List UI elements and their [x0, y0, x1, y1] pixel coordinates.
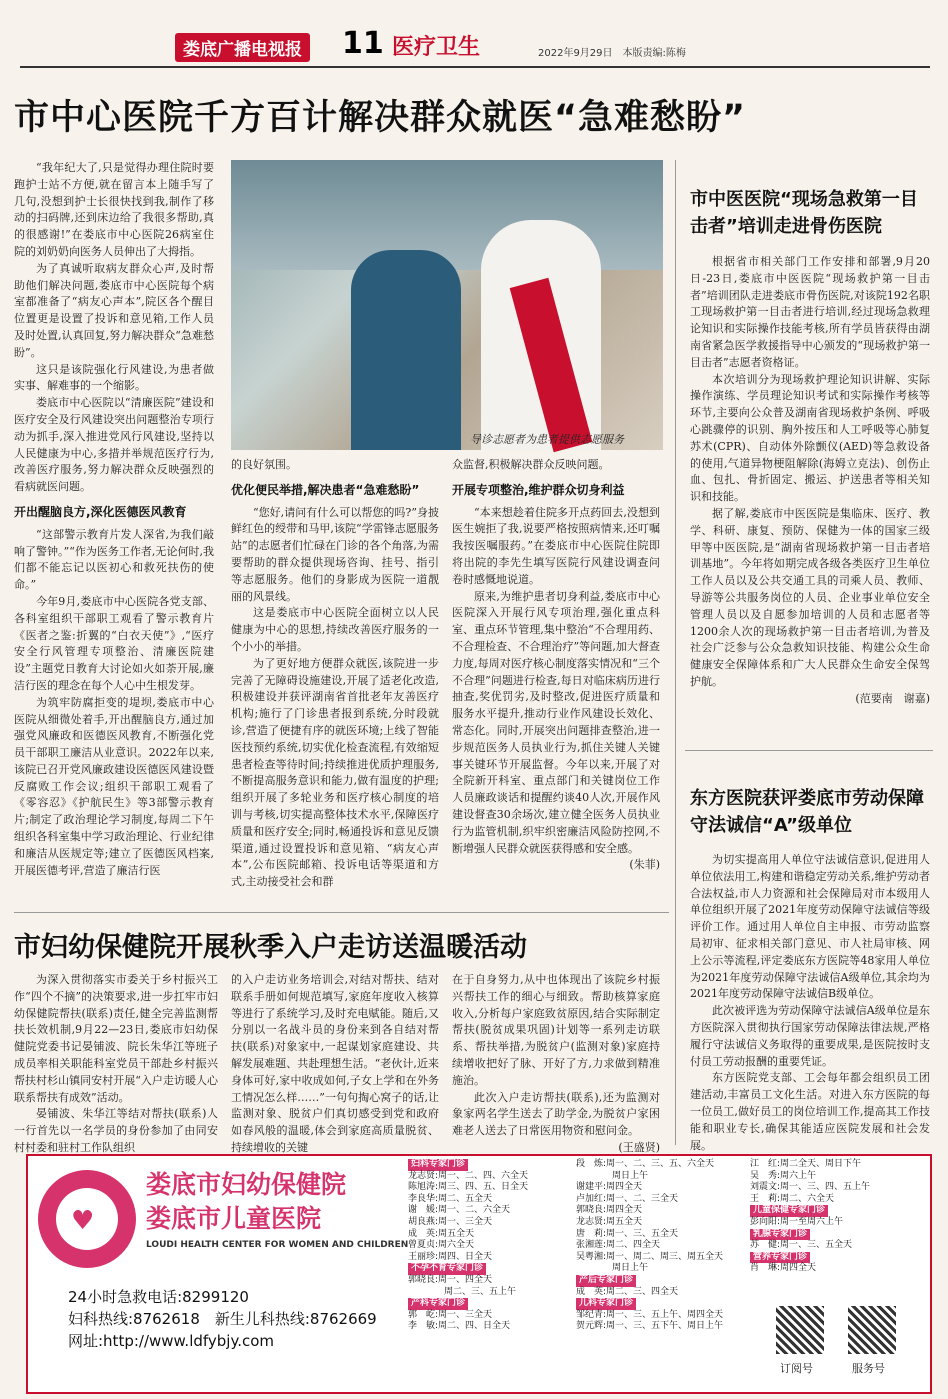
column-divider [675, 160, 676, 1145]
paragraph: 晏铺波、朱华江等结对帮扶(联系)人一行首先以一名学员的身份参加了由同安村村委和驻村工作队组织 [14, 1107, 218, 1154]
schedule-row: 邹纪青:周一、三、五上午、周四全天 [576, 1309, 724, 1320]
schedule-row: 郭晓良:周一、四全天 [408, 1274, 493, 1285]
schedule-heading: 产后专家门诊 [576, 1275, 636, 1287]
schedule-row: 胡良燕:周一、三全天 [408, 1216, 493, 1227]
hospital-name-1: 娄底市妇幼保健院 [146, 1170, 347, 1199]
schedule-row: 彭向阳:周一至周六上午 [750, 1216, 844, 1227]
hospital-name-en: LOUDI HEALTH CENTER FOR WOMEN AND CHILDREN [146, 1240, 409, 1250]
paragraph: 据了解,娄底市中医医院是集临床、医疗、教学、科研、康复、预防、保健为一体的国家三级甲等中医医院,是“湖南省现场救护第一目击者培训基地”。今年将如期完成各级各类医疗卫生单位工作人员以及公共交通工具的司乘人员、教师、导游等公共服务岗位的人员、企业事业单位安全管理人员以及自愿参加培训的人员和志愿者等1200余人次的现场救护第一目击者培训,为普及社会广泛参与公众急救知识技能、构建公众生命健康安全保障体系和广大人民群众生命安全保驾护航。 [690, 506, 930, 688]
paragraph: 本次培训分为现场救护理论知识讲解、实际操作演练、学员理论知识考试和实际操作考核等环节,主要向公众普及湖南省现场救护条例、呼吸心跳骤停的识别、胸外按压和人工呼吸等心肺复苏术(CPR)、自动体外除颤仪(AED)等急救设备的使用,气道异物梗阻解除(海姆立克法)、创伤止血、包扎、骨折固定、搬运、护送患者等相关知识和技能。 [690, 372, 930, 504]
schedule-row: 张湘莲:周二、四全天 [576, 1240, 661, 1251]
schedule-row: 吴粤湘:周一、周二、周三、周五全天 [576, 1251, 724, 1262]
paragraph: “本来想趁着住院多开点药回去,没想到医生婉拒了我,说要严格按照病情来,还叮嘱我按医嘱服药。”在娄底市中心医院住院即将出院的李先生填写医院行风建设调查问卷时感慨地说道。 [452, 505, 660, 586]
qr-label: 服务号 [852, 1362, 885, 1375]
subheading: 优化便民举措,解决患者“急难愁盼” [231, 482, 420, 497]
article-column-3 [452, 457, 660, 907]
schedule-row: 苏 健:周一、三、五全天 [750, 1240, 853, 1251]
schedule-row: 肖 琳:周四全天 [750, 1263, 817, 1274]
schedule-column-3 [750, 1159, 930, 1275]
page-header [0, 26, 948, 66]
subheading: 开出醒脑良方,深化医德医风教育 [14, 504, 187, 519]
news-photo [231, 160, 663, 450]
schedule-row: 卢加红:周一、二、三全天 [576, 1193, 679, 1204]
author: (王盛贤) [618, 1140, 660, 1154]
paragraph: 原来,为维护患者切身利益,娄底市中心医院深入开展行风专项治理,强化重点科室、重点环节管理,集中整治“不合理用药、不合理检查、不合理治疗”等问题,加大督查力度,每周对医疗核心制度落实情况和“三个不合理”问题进行检查,每日对临床病历进行抽查,奖优罚劣,及时整改,促进医疗质量和服务水平提升,推动行业作风建设长效化、常态化。同时,开展突出问题排查整治,进一步规范医务人员执业行为,抓住关键人关键事关键环节开展监督。今年以来,开展了对全院新开科室、重点部门和关键岗位工作人员廉政谈话和提醒约谈40人次,开展作风建设督查30余场次,建立健全医务人员执业行为监管机制,织牢织密廉洁风险防控网,不断增强人民群众就医获得感和安全感。 [452, 589, 660, 855]
newspaper-brand: 娄底广播电视报 [175, 33, 310, 62]
schedule-row: 陈旭涛:周三、四、五、日全天 [408, 1182, 529, 1193]
article2-column-2 [231, 972, 439, 1154]
side-headline-1: 市中医医院“现场急救第一目击者”培训走进骨伤医院 [690, 189, 918, 237]
paragraph: 为切实提高用人单位守法诚信意识,促进用人单位依法用工,构建和谐稳定劳动关系,维护劳动者合法权益,市人力资源和社会保障局对市本级用人单位组织开展了2021年度劳动保障守法诚信等级评价工作。通过用人单位自主申报、市劳动监察局初审、征求相关部门意见、市人社局审核、网上公示等流程,评定娄底东方医院等48家用人单位为2021年度劳动保障守法诚信A级单位,其余均为2021年度劳动保障守法诚信B级单位。 [690, 853, 930, 1001]
paragraph: “您好,请问有什么可以帮您的吗?”身披鲜红色的绶带和马甲,该院“学雷锋志愿服务站”的志愿者们忙碌在门诊的各个角落,为需要帮助的群众提供现场咨询、挂号、指引等志愿服务。他们的身影成为医院一道靓丽的风景线。 [231, 505, 439, 603]
schedule-row: 吴 秀:周六上午 [750, 1170, 817, 1181]
schedule-row: 李 敏:周二、四、日全天 [408, 1321, 511, 1332]
emergency-phone: 24小时急救电话:8299120 [68, 1288, 249, 1306]
paragraph: 此次被评选为劳动保障守法诚信A级单位是东方医院深入贯彻执行国家劳动保障法律法规,严格履行守法诚信义务取得的重要成果,是医院按时支付员工劳动报酬的重要凭证。 [690, 1004, 930, 1068]
website: 网址:http://www.ldfybjy.com [68, 1332, 275, 1350]
schedule-row: 江 红:周二全天、周日下午 [750, 1159, 862, 1169]
schedule-heading: 不孕不育专家门诊 [408, 1263, 486, 1275]
qr-code-service-icon[interactable] [848, 1306, 896, 1354]
paragraph: 娄底市中心医院以“清廉医院”建设和医疗安全及行风建设突出问题整治专项行动为抓手,深入推进党风行风建设,坚持以人民健康为中心,多措并举规范医疗行为,改善医疗服务,努力解决群众反映强烈的看病就医问题。 [14, 396, 214, 494]
paragraph: 这是娄底市中心医院全面树立以人民健康为中心的思想,持续改善医疗服务的一个小小的举措。 [231, 606, 439, 653]
schedule-row: 贺元辉:周一、三、五下午、周日上午 [576, 1321, 724, 1332]
schedule-row: 成 英:周五全天 [408, 1228, 475, 1239]
schedule-row: 谢 媛:周一、二、六全天 [408, 1205, 511, 1216]
schedule-row: 段 炼:周一、二、三、五、六全天 [576, 1159, 715, 1169]
side-article-2 [690, 852, 930, 1152]
article2-column-3 [452, 972, 660, 1154]
schedule-row: 龙志贤:周五全天 [576, 1216, 643, 1227]
paragraph-continuation: 的良好氛围。 [231, 458, 297, 471]
qr-label: 订阅号 [780, 1362, 813, 1375]
section-divider [14, 912, 669, 913]
schedule-row: 唐 莉:周一、三、五全天 [576, 1228, 679, 1239]
schedule-row: 龙志贤:周一、二、四、六全天 [408, 1170, 529, 1181]
photo-caption: 导诊志愿者为患者提供志愿服务 [470, 433, 624, 446]
hospital-logo-icon: ♥ [38, 1170, 136, 1268]
section-divider [685, 750, 933, 751]
paragraph: “这部警示教育片发人深省,为我们敲响了警钟。”“作为医务工作者,无论何时,我们都不能忘记以医初心和救死扶伤的使命。” [14, 527, 214, 592]
schedule-column-2 [576, 1159, 756, 1333]
contact-info [68, 1286, 377, 1352]
side-article-1 [690, 254, 930, 744]
schedule-heading: 儿科专家门诊 [576, 1298, 636, 1310]
hospital-name-2: 娄底市儿童医院 [146, 1204, 322, 1233]
hospital-advertisement [26, 1154, 932, 1394]
hospital-name [146, 1168, 346, 1236]
schedule-row: 刘震文:周一、三、四、五上午 [750, 1182, 871, 1193]
side-headline-2: 东方医院获评娄底市劳动保障守法诚信“A”级单位 [690, 788, 924, 836]
schedule-row: 成 英:周二、三、四全天 [576, 1286, 679, 1297]
paragraph: 为了真诚听取病友群众心声,及时帮助他们解决问题,娄底市中心医院每个病室都准备了“病友心声本”,院区各个醒目位置更是设置了投诉和意见箱,工作人员及时处置,认真回复,努力解决群众“急难愁盼”。 [14, 261, 214, 359]
schedule-row: 郭晓良:周四全天 [576, 1205, 643, 1216]
schedule-row: 李良华:周二、五全天 [408, 1193, 493, 1204]
paragraph-continuation: 众监督,积极解决群众反映问题。 [452, 458, 610, 471]
schedule-row: 王 莉:周二、六全天 [750, 1193, 835, 1204]
paragraph: 这只是该院强化行风建设,为患者做实事、解难事的一个缩影。 [14, 362, 214, 393]
subheading: 开展专项整治,维护群众切身利益 [452, 482, 625, 497]
photo-patient-figure [351, 250, 461, 450]
paragraph: 为筑牢防腐拒变的堤坝,娄底市中心医院从细微处着手,开出醒脑良方,通过加强党风廉政和医德医风教育,不断强化党员干部职工廉洁从业意识。2022年以来,该院已召开党风廉政建设医德医风建设暨反腐败工作会议;组织干部职工观看了《零容忍》《护航民生》等3部警示教育片;制定了政治理论学习制度,每周二下午组织各科室集中学习政治理论、行业纪律和廉洁从医规定等;建立了医德医风档案,开展医德考评,营造了廉洁行医 [14, 695, 214, 877]
schedule-heading: 产科专家门诊 [408, 1298, 468, 1310]
paragraph: 在于自身努力,从中也体现出了该院乡村振兴帮扶工作的细心与细致。帮助核算家庭收入,分析每户家庭致贫原因,结合实际制定帮扶(脱贫成果巩固)计划等一系列走访联系、帮扶举措,为脱贫户(监测对象)家庭持续增收把好了脉、开好了方,力求做到精准施治。 [452, 973, 660, 1087]
schedule-row: 周日上午 [576, 1263, 649, 1274]
schedule-heading: 乳腺专家门诊 [750, 1229, 810, 1241]
paragraph: 的入户走访业务培训会,对结对帮扶、结对联系手册如何规范填写,家庭年度收入核算等进行了系统学习,及时充电赋能。随后,又分别以一名战斗员的身份来到各自结对帮扶(联系)对象家中,一起谋划家庭建设、共解发展难题、共赴理想生活。“老伙计,近来身体可好,家中收成如何,子女上学和在外务工情况怎么样……”一句句掏心窝子的话,让监测对象、脱贫户们真切感受到党和政府如春风般的温暖,体会到家庭高质量脱贫、持续增收的关键 [231, 973, 439, 1154]
article2-column-1 [14, 972, 218, 1154]
schedule-heading: 儿童保健专家门诊 [750, 1205, 828, 1217]
paragraph: 为深入贯彻落实市委关于乡村振兴工作“四个不摘”的决策要求,进一步扛牢市妇幼保健院帮扶(联系)责任,健全完善监测帮扶长效机制,9月22—23日,娄底市妇幼保健院党委书记晏铺波、院长朱华江等班子成员率相关职能科室党员干部赴乡村振兴帮扶村杉山镇同安村开展“入户走访暖人心联系帮扶有成效”活动。 [14, 973, 218, 1104]
schedule-heading: 妇科专家门诊 [408, 1159, 468, 1171]
page-number: 11 [342, 26, 384, 61]
paragraph: 东方医院党支部、工会每年都会组织员工团建活动,丰富员工文化生活。对进入东方医院的每一位员工,做好员工的岗位培训工作,提高其工作技能和职业专长,确保其能适应医院发展和社会发展。 [690, 1071, 930, 1152]
schedule-row: 周日上午 [576, 1170, 649, 1181]
schedule-row: 曾夏贞:周六全天 [408, 1240, 475, 1251]
header-rule [20, 66, 930, 68]
paragraph: 为了更好地方便群众就医,该院进一步完善了无障碍设施建设,开展了适老化改造,积极建设并获评湖南省首批老年友善医疗机构;施行了门诊患者报到系统,分时段就诊,营造了便捷有序的就医环境;上线了智能医技预约系统,切实优化检查流程,有效缩短患者检查等待时间;持续推进优质护理服务,不断提高服务意识和能力,做有温度的护理;组织开展了多轮业务和医疗核心制度的培训与考核,切实提高整体技术水平,保障医疗质量和医疗安全;同时,畅通投诉和意见反馈渠道,通过设置投诉和意见箱、“病友心声本”,公布医院邮箱、投诉电话等渠道和方式,主动接受社会和群 [231, 656, 439, 889]
hotlines: 妇科热线:8762618 新生儿科热线:8762669 [68, 1310, 377, 1328]
section-name: 医疗卫生 [392, 35, 481, 60]
schedule-row: 郭 屹:周一、三全天 [408, 1309, 493, 1320]
schedule-heading: 营养专家门诊 [750, 1252, 810, 1264]
article-column-1 [14, 160, 214, 905]
schedule-row: 周二、三、五上午 [408, 1286, 517, 1297]
paragraph: 根据省市相关部门工作安排和部署,9月20日-23日,娄底市中医医院“现场救护第一目击者”培训团队走进娄底市骨伤医院,对该院192名职工现场救护第一目击者进行培训,经过现场急救理论知识和实际操作技能考核,所有学员皆获得由湖南省紧急医学救援指导中心颁发的“现场救护第一目击者”志愿者资格证。 [690, 255, 930, 369]
main-headline: 市中心医院千方百计解决群众就医“急难愁盼” [14, 98, 747, 138]
author: (朱菲) [629, 858, 660, 872]
qr-code-subscription-icon[interactable] [776, 1306, 824, 1354]
paragraph: 此次入户走访帮扶(联系),还为监测对象家两名学生送去了助学金,为脱贫户家困难老人送去了日常医用物资和慰问金。 [452, 1090, 660, 1138]
schedule-column-1 [408, 1159, 568, 1333]
issue-date: 2022年9月29日 本版责编:陈梅 [538, 48, 686, 59]
schedule-row: 谢建平:周四全天 [576, 1182, 643, 1193]
paragraph: “我年纪大了,只是觉得办理住院时要跑护士站不方便,就在留言本上随手写了几句,没想到护士长很快找到我,制作了移动的扫码牌,还到床边给了我很多帮助,真的很感谢!”在娄底市中心医院26病室住院的刘奶奶向医务人员伸出了大拇指。 [14, 161, 214, 258]
article-headline-2: 市妇幼保健院开展秋季入户走访送温暖活动 [14, 932, 527, 963]
paragraph: 今年9月,娄底市中心医院各党支部、各科室组织干部职工观看了警示教育片《医者之鉴:折翼的“白衣天使”》,“医疗安全行风管理专项整治、清廉医院建设”主题党日教育大讨论如火如荼开展,廉洁行医的理念在每个人心中生根发芽。 [14, 594, 214, 692]
author: (范要南 谢嘉) [855, 691, 930, 705]
schedule-row: 王丽珍:周四、日全天 [408, 1251, 493, 1262]
article-column-2 [231, 457, 439, 907]
